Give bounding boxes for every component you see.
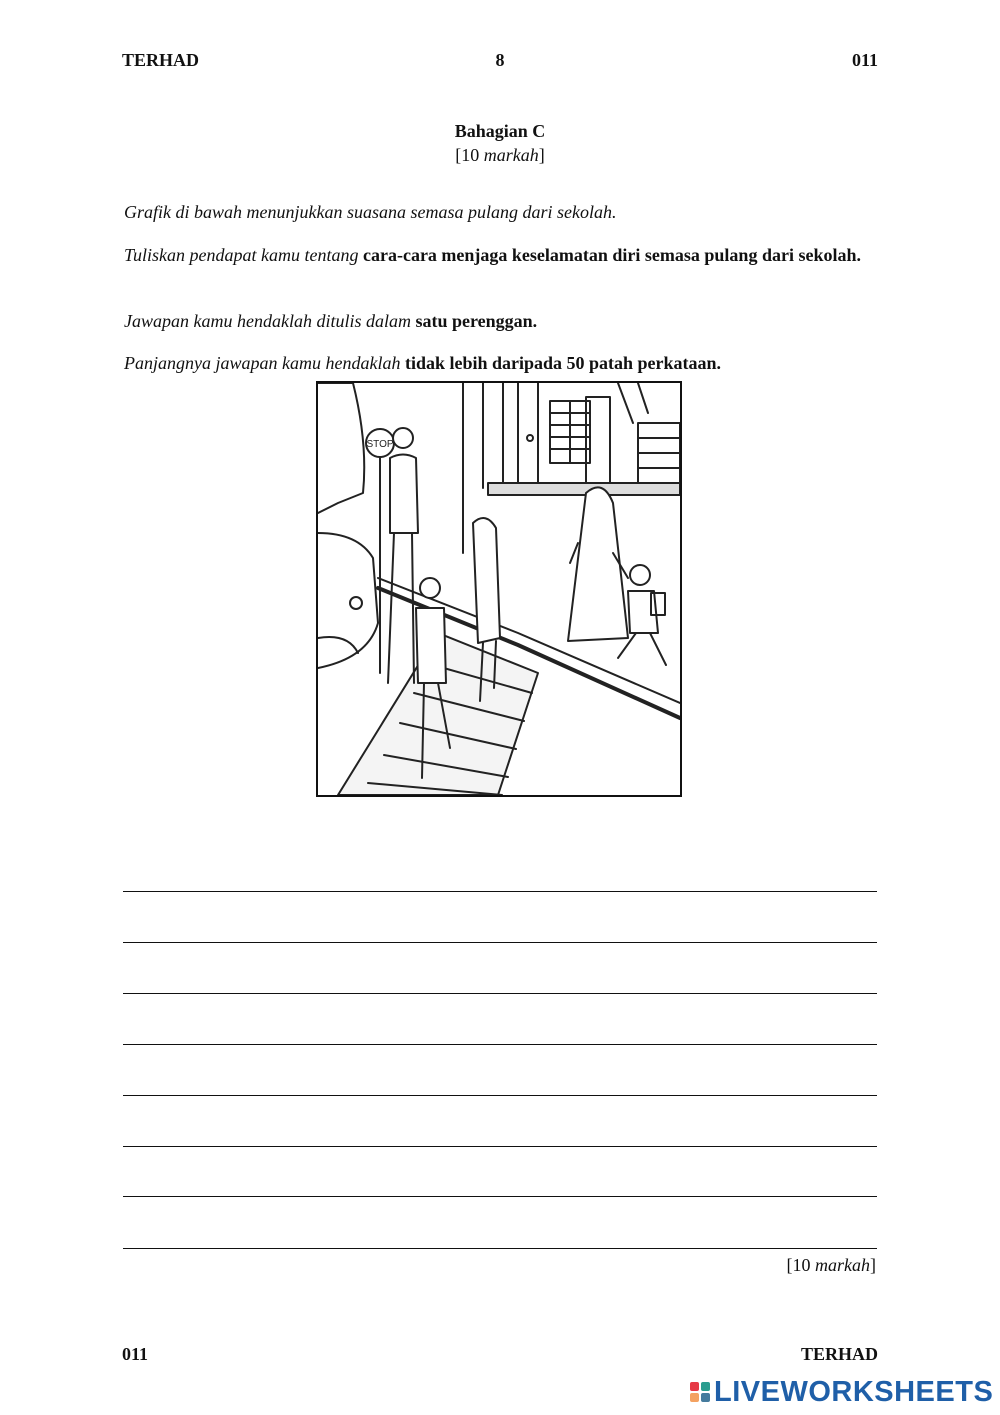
boy-head [420, 578, 440, 598]
car-headlight [350, 597, 362, 609]
car-bumper [318, 637, 358, 653]
crossing-drawing [318, 383, 680, 795]
footer-left: 011 [122, 1344, 149, 1364]
warden-body [390, 455, 418, 534]
girl-figure [473, 518, 500, 643]
answer-line[interactable] [123, 1044, 877, 1045]
door-knob [527, 435, 533, 441]
stop-sign-text: STOP [366, 439, 394, 450]
car-body [318, 533, 378, 668]
liveworksheets-logo[interactable] [690, 1375, 993, 1409]
instruction-task: Tuliskan pendapat kamu tentang cara-cara menjaga keselamatan diri semasa pulang dari sekolah. [124, 245, 861, 265]
instruction-graphic: Grafik di bawah menunjukkan suasana semasa pulang dari sekolah. [124, 202, 617, 222]
logo-block [690, 1382, 699, 1391]
answer-line[interactable] [123, 942, 877, 943]
awning [618, 383, 633, 423]
warden-leg [388, 533, 394, 683]
answer-marks: [10 markah] [786, 1255, 876, 1275]
page-number: 8 [495, 50, 505, 70]
section-marks: [10 markah] [455, 145, 545, 165]
car-windscreen [318, 383, 364, 513]
header-left: TERHAD [122, 50, 200, 70]
answer-line[interactable] [123, 1196, 877, 1197]
instruction-paragraph: Jawapan kamu hendaklah ditulis dalam satu perenggan. [124, 311, 538, 331]
warden-leg [412, 533, 414, 683]
child-body [628, 591, 658, 633]
logo-block [701, 1393, 710, 1402]
section-title: Bahagian C [454, 121, 546, 141]
footer-right: TERHAD [800, 1344, 878, 1364]
instruction-length: Panjangnya jawapan kamu hendaklah tidak lebih daripada 50 patah perkataan. [124, 353, 722, 373]
header-right: 011 [851, 50, 878, 70]
awning [638, 383, 648, 413]
logo-block [690, 1393, 699, 1402]
answer-line[interactable] [123, 993, 877, 994]
school-crossing-illustration [316, 381, 682, 797]
boy-body [416, 608, 446, 683]
answer-line[interactable] [123, 891, 877, 892]
answer-line[interactable] [123, 1095, 877, 1096]
logo-blocks-icon [690, 1382, 710, 1402]
child-leg [650, 633, 666, 665]
logo-text: LIVEWORKSHEETS [714, 1375, 994, 1408]
window-sill [488, 483, 680, 495]
answer-line[interactable] [123, 1248, 877, 1249]
logo-block [701, 1382, 710, 1391]
warden-head [393, 428, 413, 448]
answer-line[interactable] [123, 1146, 877, 1147]
child-head [630, 565, 650, 585]
mother-arm [570, 543, 578, 563]
